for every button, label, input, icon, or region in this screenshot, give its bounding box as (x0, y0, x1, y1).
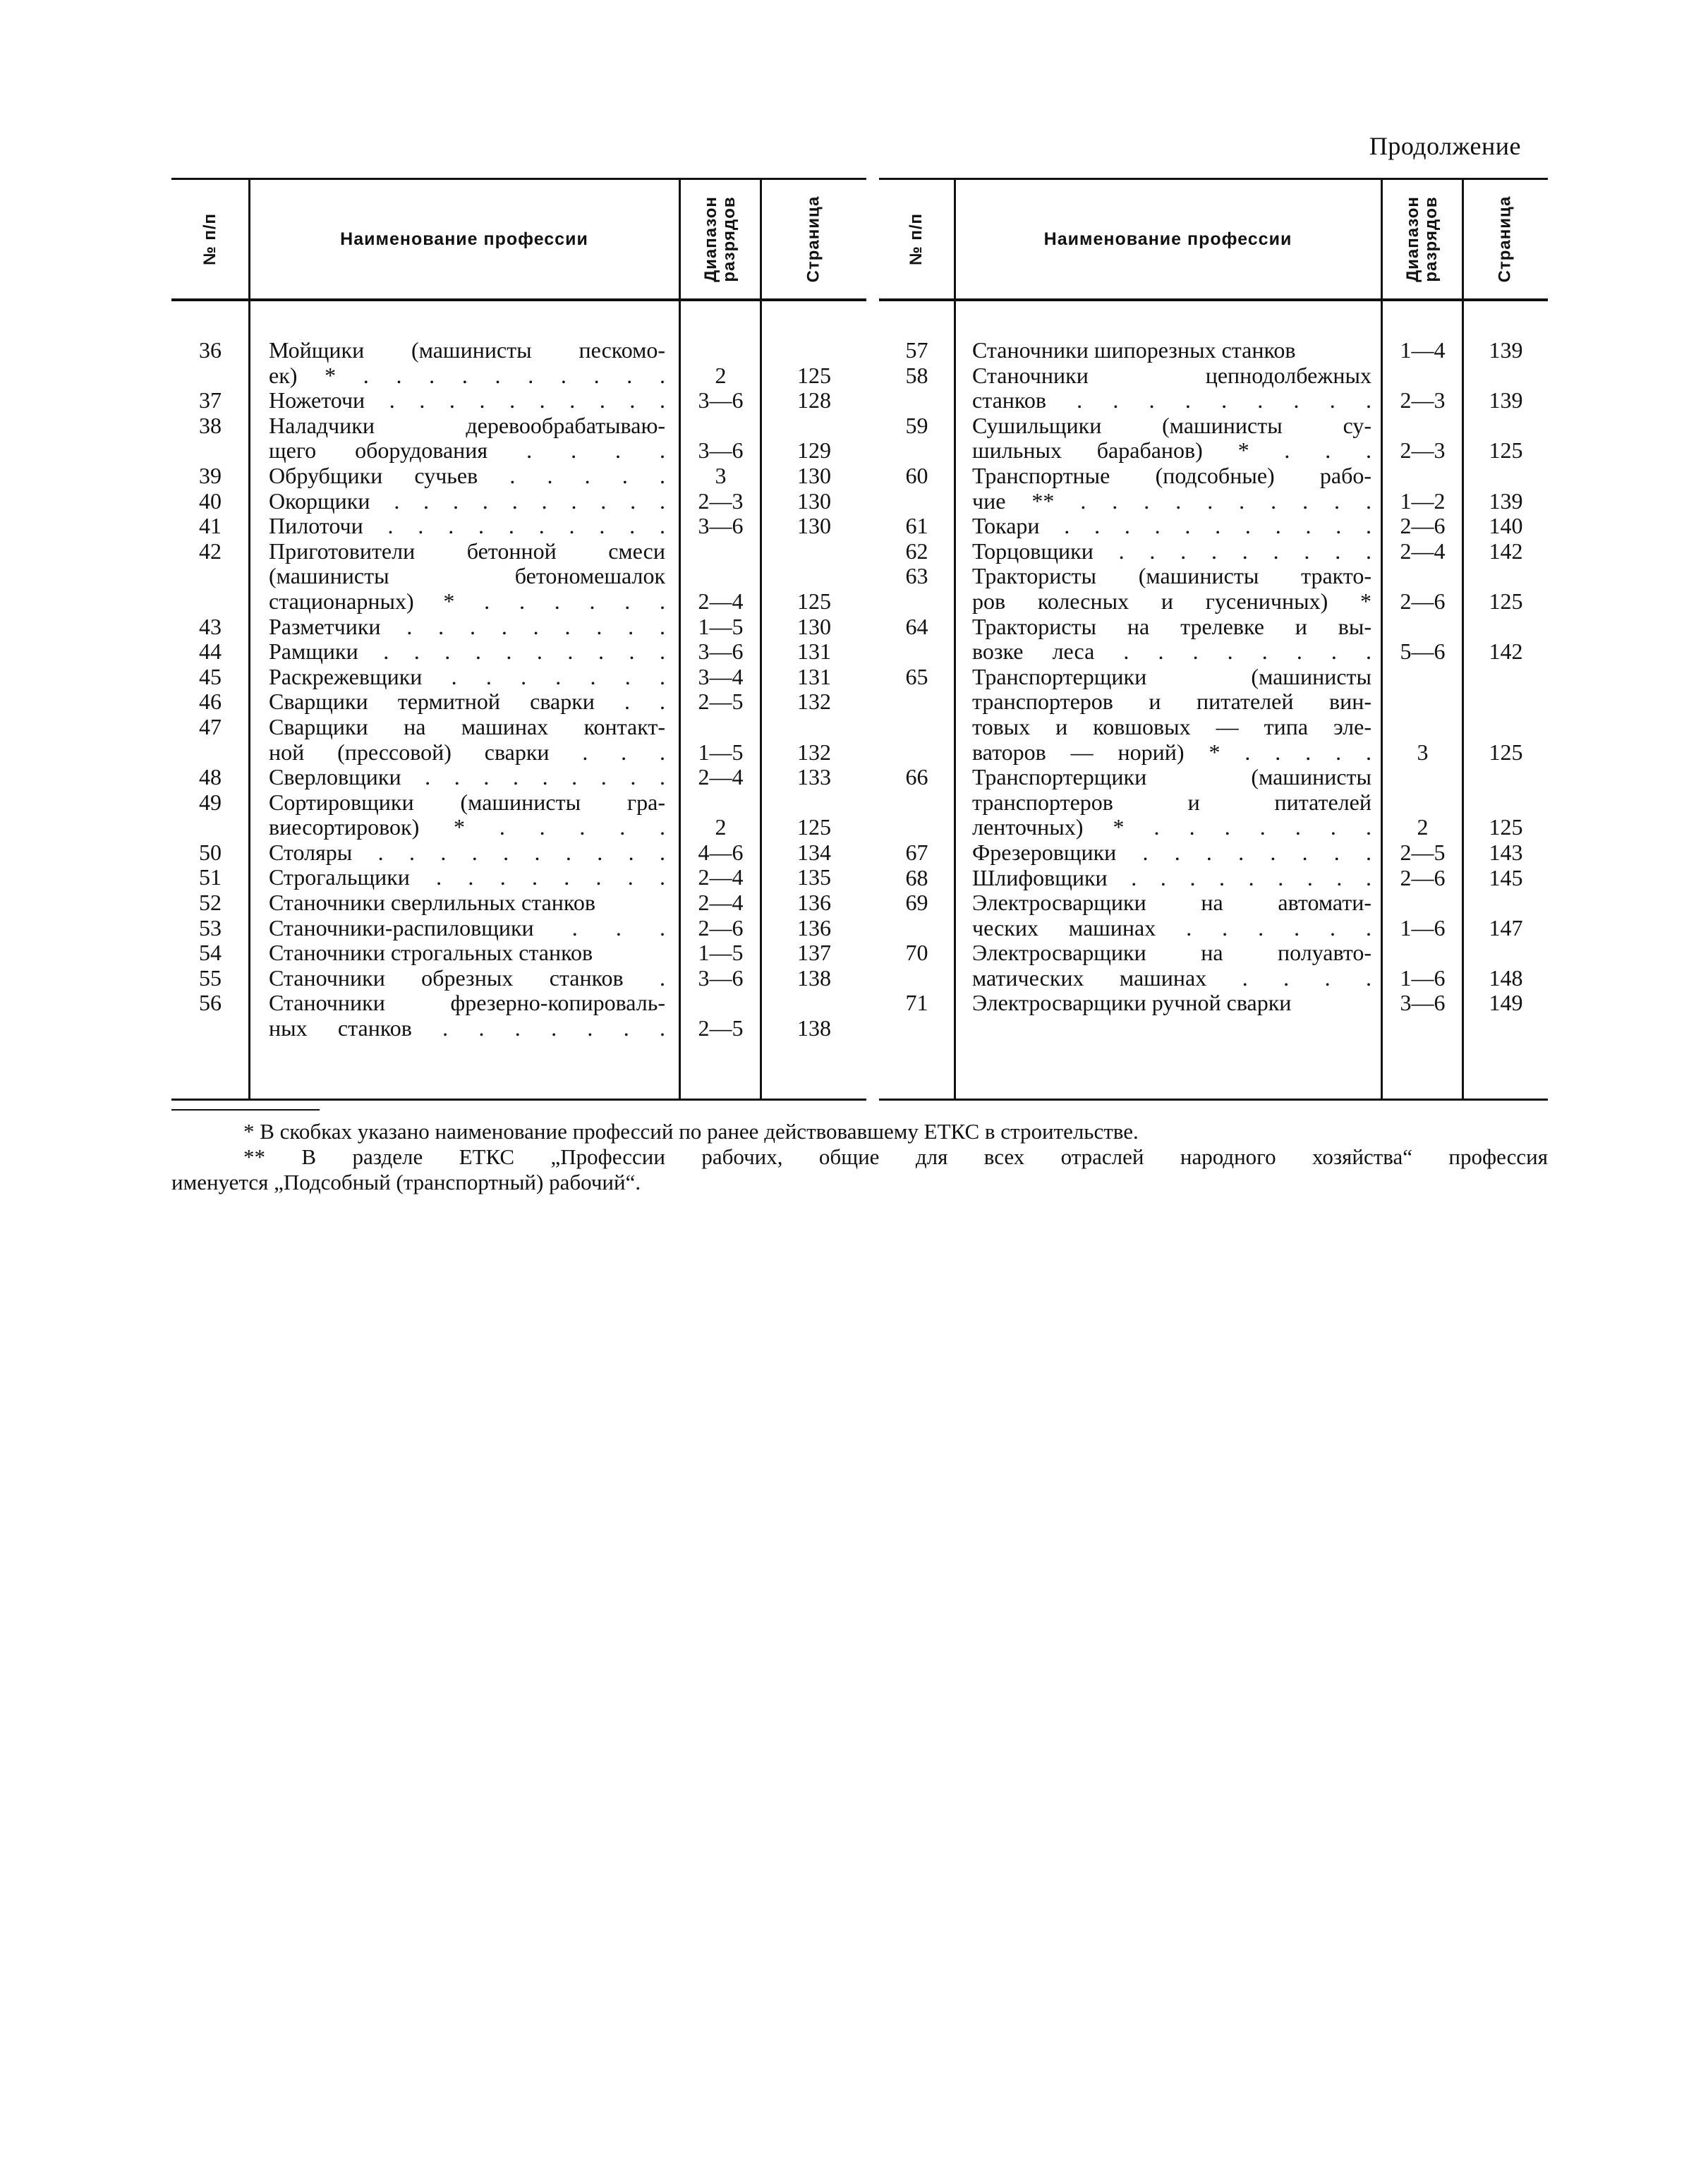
profession-name-line: Транспортерщики (машинисты (972, 765, 1371, 790)
grade-range: 2—6 (1400, 864, 1446, 890)
profession-name-line: Станочники фрезерно-копироваль- (269, 991, 665, 1016)
table-row (879, 866, 1548, 891)
page-number: 128 (797, 387, 831, 413)
profession-name-line: Обрубщики сучьев . . . . . (269, 463, 665, 488)
table-row (171, 665, 866, 690)
profession-name-line: Сушильщики (машинисты су- (972, 413, 1371, 438)
profession-name-line: Разметчики . . . . . . . . . (269, 614, 665, 639)
table-row (879, 615, 1548, 665)
table-row (171, 689, 866, 715)
row-number: 62 (905, 538, 928, 564)
table-row (171, 765, 866, 790)
row-number: 57 (905, 337, 928, 363)
row-number: 36 (199, 337, 222, 363)
page-number: 125 (1489, 437, 1523, 464)
profession-table-right (879, 178, 1548, 1101)
profession-name-line: транспортеров и питателей вин- (972, 689, 1371, 715)
footnote-1: * В скобках указано наименование профессий по ранее действовавшему ЕТКС в строительстве. (243, 1119, 1139, 1144)
table-row (879, 765, 1548, 840)
table-row (171, 715, 866, 765)
row-number: 63 (905, 563, 928, 589)
page-number: 125 (1489, 814, 1523, 840)
row-number: 39 (199, 462, 222, 488)
page-number: 136 (797, 914, 831, 940)
grade-range: 3—6 (698, 639, 744, 665)
page-number: 125 (1489, 588, 1523, 614)
table-row (171, 940, 866, 966)
table-row (879, 840, 1548, 866)
profession-name-line: Рамщики . . . . . . . . . . (269, 639, 665, 665)
row-number: 58 (905, 362, 928, 388)
header-range: Диапазон разрядов (701, 196, 739, 282)
page-number: 130 (797, 613, 831, 639)
profession-name-line: щего оборудования . . . . (269, 438, 665, 464)
profession-name-line: Станочники сверлильных станков (269, 890, 595, 916)
profession-name-line: Строгальщики . . . . . . . . (269, 865, 665, 890)
row-number: 65 (905, 663, 928, 689)
row-number: 56 (199, 990, 222, 1016)
grade-range: 2—4 (1400, 538, 1446, 564)
grade-range: 2—4 (698, 588, 744, 614)
grade-range: 3—6 (1400, 990, 1446, 1016)
page-number: 130 (797, 462, 831, 488)
table-body (171, 338, 866, 1041)
profession-name-line: Сварщики термитной сварки . . (269, 689, 665, 715)
profession-name-line: Транспортерщики (машинисты (972, 664, 1371, 689)
table-row (879, 338, 1548, 363)
profession-name-line: ваторов — норий) * . . . . . (972, 739, 1371, 765)
header-name: Наименование профессии (340, 229, 588, 249)
grade-range: 1—2 (1400, 488, 1446, 514)
grade-range: 2—4 (698, 864, 744, 890)
profession-name-line: Сверловщики . . . . . . . . . (269, 765, 665, 790)
grade-range: 1—4 (1400, 337, 1446, 363)
table-header (171, 180, 866, 301)
row-number: 61 (905, 513, 928, 539)
page-number: 125 (797, 814, 831, 840)
row-number: 49 (199, 789, 222, 815)
page-number: 131 (797, 639, 831, 665)
header-page: Страница (1495, 195, 1515, 283)
page-number: 142 (1489, 639, 1523, 665)
profession-name-line: Станочники шипорезных станков (972, 338, 1296, 363)
header-range: Диапазон разрядов (1403, 196, 1441, 282)
table-row (879, 564, 1548, 614)
table-row (879, 940, 1548, 991)
profession-name-line: Пилоточи . . . . . . . . . . (269, 514, 665, 539)
page-number: 148 (1489, 964, 1523, 991)
grade-range: 2—5 (1400, 839, 1446, 865)
page-number: 125 (1489, 739, 1523, 765)
table-row (171, 615, 866, 640)
profession-name-line: Трактористы на трелевке и вы- (972, 614, 1371, 639)
table-row (879, 890, 1548, 940)
row-number: 41 (199, 513, 222, 539)
profession-name-line: Шлифовщики . . . . . . . . . (972, 865, 1371, 890)
row-number: 66 (905, 764, 928, 790)
row-number: 53 (199, 914, 222, 940)
table-row (171, 890, 866, 916)
header-page: Страница (804, 195, 823, 283)
grade-range: 2—3 (1400, 387, 1446, 413)
row-number: 60 (905, 462, 928, 488)
profession-name-line: виесортировок) * . . . . . (269, 815, 665, 840)
grade-range: 2—3 (1400, 437, 1446, 464)
page-number: 136 (797, 890, 831, 916)
page-number: 139 (1489, 337, 1523, 363)
profession-name-line: ных станков . . . . . . . (269, 1016, 665, 1041)
footnote-2-continued: именуется „Подсобный (транспортный) рабочий“. (171, 1170, 641, 1194)
table-row (171, 639, 866, 665)
page-number: 132 (797, 739, 831, 765)
continued-label: Продолжение (1369, 132, 1521, 160)
profession-name-line: Электросварщики ручной сварки (972, 991, 1292, 1016)
table-row (171, 338, 866, 388)
grade-range: 2—6 (698, 914, 744, 940)
grade-range: 2 (715, 362, 727, 388)
profession-name-line: шильных барабанов) * . . . (972, 438, 1371, 464)
profession-name-line: ек) * . . . . . . . . . . (269, 363, 665, 388)
profession-name-line: Ножеточи . . . . . . . . . . (269, 388, 665, 413)
profession-name-line: Транспортные (подсобные) рабо- (972, 463, 1371, 488)
page-number: 147 (1489, 914, 1523, 940)
row-number: 47 (199, 713, 222, 739)
profession-name-line: Станочники-распиловщики . . . (269, 915, 665, 940)
table-row (879, 514, 1548, 539)
page-number: 134 (797, 839, 831, 865)
page-number: 130 (797, 513, 831, 539)
profession-name-line: Сварщики на машинах контакт- (269, 714, 665, 739)
page-number: 140 (1489, 513, 1523, 539)
footnote-rule (171, 1109, 320, 1111)
profession-name-line: Станочники строгальных станков (269, 940, 593, 966)
grade-range: 2—5 (698, 689, 744, 715)
table-row (171, 514, 866, 539)
table-row (171, 489, 866, 514)
row-number: 67 (905, 839, 928, 865)
profession-name-line: Станочники цепнодолбежных (972, 363, 1371, 388)
grade-range: 3—4 (698, 663, 744, 689)
profession-name-line: Раскрежевщики . . . . . . . (269, 664, 665, 689)
table-row (171, 865, 866, 890)
row-number: 64 (905, 613, 928, 639)
page-number: 125 (797, 362, 831, 388)
grade-range: 3—6 (698, 387, 744, 413)
page-number: 131 (797, 663, 831, 689)
table-row (171, 413, 866, 464)
profession-name-line: ров колесных и гусеничных) * (972, 588, 1371, 614)
profession-name-line: Приготовители бетонной смеси (269, 538, 665, 564)
profession-name-line: Станочники обрезных станков . (269, 965, 665, 991)
profession-name-line: Торцовщики . . . . . . . . . (972, 538, 1371, 564)
grade-range: 2—6 (1400, 588, 1446, 614)
grade-range: 2—5 (698, 1015, 744, 1041)
row-number: 71 (905, 990, 928, 1016)
grade-range: 4—6 (698, 839, 744, 865)
table-row (879, 539, 1548, 564)
profession-name-line: матических машинах . . . . (972, 965, 1371, 991)
profession-name-line: товых и ковшовых — типа эле- (972, 714, 1371, 739)
page-number: 138 (797, 964, 831, 991)
grade-range: 2—4 (698, 764, 744, 790)
profession-name-line: Сортировщики (машинисты гра- (269, 789, 665, 815)
profession-name-line: транспортеров и питателей (972, 789, 1371, 815)
grade-range: 1—5 (698, 613, 744, 639)
page-number: 133 (797, 764, 831, 790)
table-row (171, 539, 866, 615)
table-row (171, 388, 866, 413)
row-number: 70 (905, 940, 928, 966)
row-number: 43 (199, 613, 222, 639)
row-number: 68 (905, 864, 928, 890)
row-number: 48 (199, 764, 222, 790)
grade-range: 2 (715, 814, 727, 840)
row-number: 69 (905, 890, 928, 916)
profession-name-line: станков . . . . . . . . . (972, 388, 1371, 413)
profession-name-line: Электросварщики на полуавто- (972, 940, 1371, 966)
profession-name-line: Фрезеровщики . . . . . . . . (972, 840, 1371, 865)
profession-name-line: ной (прессовой) сварки . . . (269, 739, 665, 765)
page-number: 138 (797, 1015, 831, 1041)
table-header (879, 180, 1548, 301)
grade-range: 3 (715, 462, 727, 488)
profession-name-line: ческих машинах . . . . . . (972, 915, 1371, 940)
page-number: 143 (1489, 839, 1523, 865)
row-number: 38 (199, 412, 222, 438)
page-number: 149 (1489, 990, 1523, 1016)
profession-name-line: Трактористы (машинисты тракто- (972, 564, 1371, 589)
table-row (171, 916, 866, 941)
table-row (171, 840, 866, 866)
row-number: 46 (199, 689, 222, 715)
profession-name-line: Наладчики деревообрабатываю- (269, 413, 665, 438)
profession-table-left (171, 178, 866, 1101)
page-number: 129 (797, 437, 831, 464)
profession-name-line: Окорщики . . . . . . . . . . (269, 488, 665, 514)
profession-name-line: стационарных) * . . . . . . (269, 588, 665, 614)
grade-range: 2—3 (698, 488, 744, 514)
table-row (879, 464, 1548, 514)
row-number: 59 (905, 412, 928, 438)
row-number: 50 (199, 839, 222, 865)
profession-name-line: Мойщики (машинисты пескомо- (269, 338, 665, 363)
profession-name-line: возке леса . . . . . . . . (972, 639, 1371, 665)
grade-range: 3—6 (698, 964, 744, 991)
profession-name-line: Токари . . . . . . . . . . . (972, 514, 1371, 539)
page-number: 139 (1489, 387, 1523, 413)
footnote-2: ** В разделе ЕТКС „Профессии рабочих, общие для всех отраслей народного хозяйства“ профессия (243, 1144, 1548, 1169)
profession-name-line: чие ** . . . . . . . . . . (972, 488, 1371, 514)
row-number: 55 (199, 964, 222, 991)
grade-range: 1—6 (1400, 914, 1446, 940)
profession-name-line: ленточных) * . . . . . . . (972, 815, 1371, 840)
header-name: Наименование профессии (1043, 229, 1292, 249)
page-number: 137 (797, 940, 831, 966)
row-number: 44 (199, 639, 222, 665)
profession-name-line: Электросварщики на автомати- (972, 890, 1371, 916)
row-number: 42 (199, 538, 222, 564)
page-number: 125 (797, 588, 831, 614)
grade-range: 3 (1417, 739, 1429, 765)
grade-range: 3—6 (698, 513, 744, 539)
table-body (879, 338, 1548, 1016)
row-number: 54 (199, 940, 222, 966)
profession-name-line: Столяры . . . . . . . . . . (269, 840, 665, 865)
header-num: № п/п (200, 212, 219, 266)
page-number: 135 (797, 864, 831, 890)
grade-range: 2—6 (1400, 513, 1446, 539)
page-number: 142 (1489, 538, 1523, 564)
table-row (879, 991, 1548, 1016)
row-number: 40 (199, 488, 222, 514)
grade-range: 2 (1417, 814, 1429, 840)
row-number: 37 (199, 387, 222, 413)
table-row (171, 966, 866, 991)
grade-range: 2—4 (698, 890, 744, 916)
row-number: 51 (199, 864, 222, 890)
row-number: 52 (199, 890, 222, 916)
grade-range: 5—6 (1400, 639, 1446, 665)
table-row (171, 790, 866, 840)
page-number: 132 (797, 689, 831, 715)
table-row (171, 464, 866, 489)
header-num: № п/п (907, 212, 926, 266)
page-number: 145 (1489, 864, 1523, 890)
table-row (879, 363, 1548, 413)
table-row (879, 413, 1548, 464)
row-number: 45 (199, 663, 222, 689)
grade-range: 1—5 (698, 739, 744, 765)
grade-range: 3—6 (698, 437, 744, 464)
profession-name-line: (машинисты бетономешалок (269, 564, 665, 589)
table-row (171, 991, 866, 1041)
grade-range: 1—6 (1400, 964, 1446, 991)
grade-range: 1—5 (698, 940, 744, 966)
page-number: 139 (1489, 488, 1523, 514)
table-row (879, 665, 1548, 765)
page-number: 130 (797, 488, 831, 514)
